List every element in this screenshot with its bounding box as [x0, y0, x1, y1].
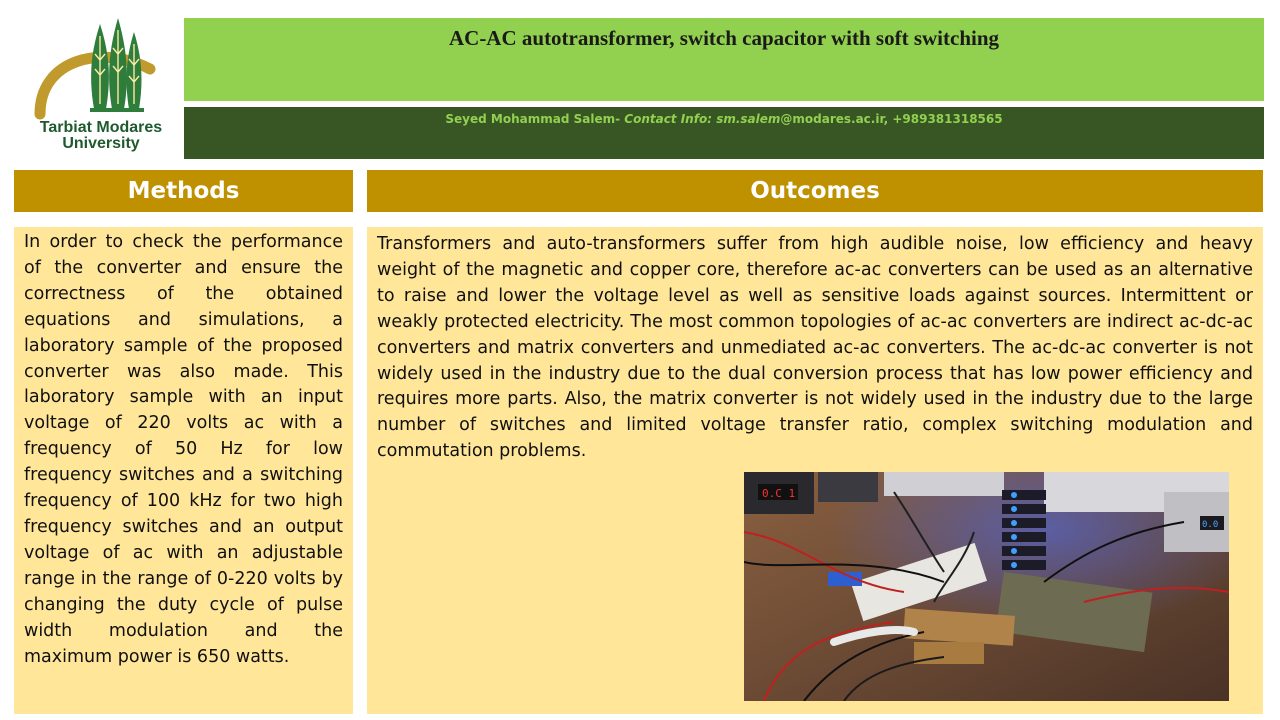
methods-text: In order to check the performance of the converter and ensure the correctness of the obtained equations and simulations, a laboratory sample of the proposed converter was also made. This laboratory sample with an input voltage of 220 volts ac with a frequency of 50 Hz for low frequency switches and a switching frequency of 100 kHz for two high frequency switches and an output voltage of ac with an adjustable range in the range of 0-220 volts by changing the duty cycle of pulse width modulation and the maximum power is 650 watts. [24, 232, 343, 667]
meter-display-2: 0.0 [1202, 520, 1219, 530]
methods-heading: Methods [14, 170, 353, 212]
logo-text-line1: Tarbiat Modares [39, 119, 163, 136]
outcomes-text: Transformers and auto-transformers suffer from high audible noise, low efficiency and heavy weight of the magnetic and copper core, therefore ac-ac converters can be used as an alternative to raise and lower the voltage level as well as sensitive loads against sources. Intermittent or weakly protected electricity. The most common topologies of ac-ac converters are indirect ac-dc-ac converters and matrix converters and unmediated ac-ac converters. The ac-dc-ac converter is not widely used in the industry due to the dual conversion process that has low power efficiency and requires more parts. Also, the matrix converter is not widely used in the industry due to the large number of switches and limited voltage transfer ratio, complex switching modulation and commutation problems. [377, 234, 1253, 462]
lab-setup-illustration [744, 472, 1229, 701]
contact-label: Contact Info: [624, 112, 712, 126]
poster-title: AC-AC autotransformer, switch capacitor with soft switching [448, 26, 1000, 50]
contact-user: sm.salem [716, 112, 781, 126]
logo-text [22, 120, 180, 152]
contact-details: @modares.ac.ir, +989381318565 [780, 112, 1003, 126]
outcomes-heading: Outcomes [367, 170, 1263, 212]
author-name: Seyed Mohammad Salem- [445, 112, 621, 126]
author-line [184, 112, 1264, 126]
logo-text-line2: University [62, 135, 140, 152]
meter-display-1: 0.C 1 [762, 487, 796, 500]
lab-prototype-photo [744, 472, 1229, 701]
